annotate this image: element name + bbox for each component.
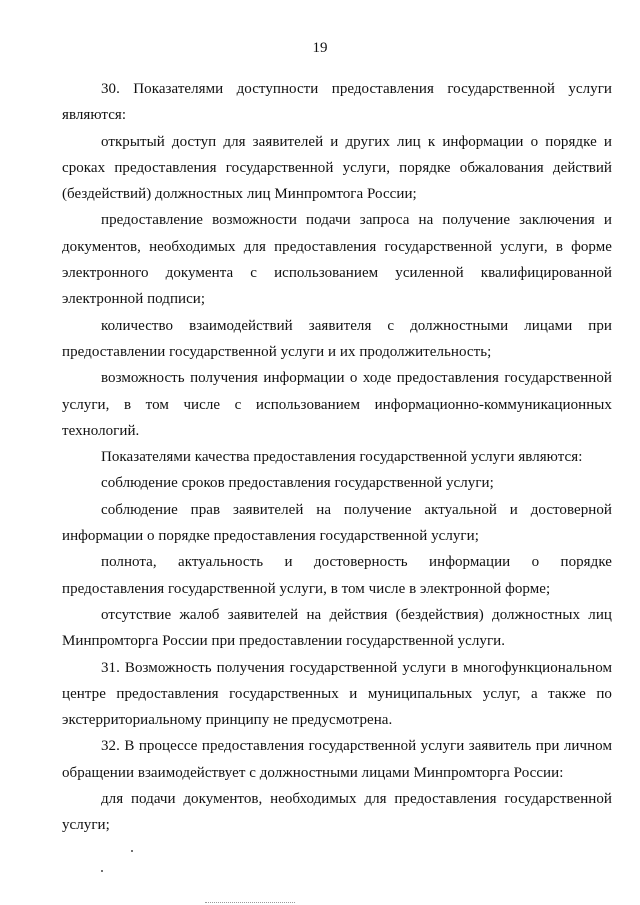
scan-speck bbox=[131, 850, 133, 852]
paragraph-information-completeness: полнота, актуальность и достоверность информации о порядке предоставления государственной услуги, в том числе в электронной форме; bbox=[62, 554, 612, 597]
paragraph-no-complaints: отсутствие жалоб заявителей на действия (бездействия) должностных лиц Минпромторга России при предоставлении государственной услуги. bbox=[62, 606, 612, 650]
paragraph-electronic-request: предоставление возможности подачи запроса на получение заключения и документов, необходимых для предоставления государственной услуги, в форме электронного документа с использованием усиленной квалифицированной электронной подписи; bbox=[62, 212, 612, 308]
paragraph-quality-heading: Показателями качества предоставления государственной услуги являются: bbox=[101, 449, 583, 466]
paragraph-32: 32. В процессе предоставления государственной услуги заявитель при личном обращении взаимодействует с должностными лицами Минпромторга России: bbox=[62, 738, 612, 781]
paragraph-interaction-count: количество взаимодействий заявителя с должностными лицами при предоставлении государственной услуги и их продолжительность; bbox=[62, 317, 612, 360]
paragraph-progress-info: возможность получения информации о ходе предоставления государственной услуги, в том числе с использованием информационно-коммуникационных технологий. bbox=[62, 370, 612, 439]
scan-speck bbox=[101, 870, 103, 872]
paragraph-open-access: открытый доступ для заявителей и других лиц к информации о порядке и сроках предоставления государственной услуги, порядке обжалования действий (бездействий) должностных лиц Минпромтога России; bbox=[62, 133, 612, 203]
paragraph-applicant-rights: соблюдение прав заявителей на получение актуальной и достоверной информации о порядке предоставления государственной услуги; bbox=[62, 501, 612, 545]
paragraph-document-submission: для подачи документов, необходимых для предоставления государственной услуги; bbox=[62, 791, 612, 834]
scan-edge-mark bbox=[205, 902, 295, 903]
paragraph-31: 31. Возможность получения государственной услуги в многофункциональном центре предоставления государственных и муниципальных услуг, а также по экстерриториальному принципу не предусмотрена. bbox=[62, 659, 612, 729]
paragraph-deadlines: соблюдение сроков предоставления государственной услуги; bbox=[101, 475, 494, 492]
page-number: 19 bbox=[312, 40, 328, 56]
paragraph-30: 30. Показателями доступности предоставления государственной услуги являются: bbox=[62, 81, 612, 124]
document-body bbox=[62, 76, 612, 839]
